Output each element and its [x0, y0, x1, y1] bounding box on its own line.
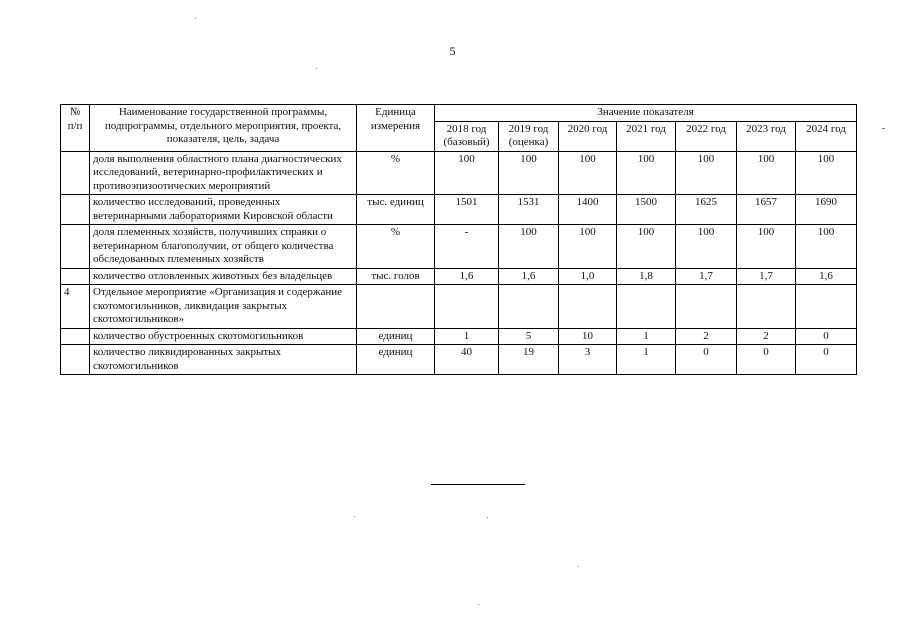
row-value-2021: 100: [617, 225, 676, 269]
row-value-2021: 100: [617, 151, 676, 195]
row-value-2023: 100: [737, 151, 796, 195]
table-row: [61, 195, 857, 225]
scan-speck: [354, 516, 355, 517]
row-name: Отдельное мероприятие «Организация и содержание скотомогильников, ликвидация закрытых скотомогильников»: [90, 285, 357, 329]
row-value-2019: 1,6: [499, 268, 559, 285]
row-number: [61, 268, 90, 285]
row-value-2019: 1531: [499, 195, 559, 225]
row-value-2024: 100: [796, 151, 857, 195]
scan-speck: [195, 18, 196, 19]
scan-speck: [882, 128, 885, 129]
row-name: доля племенных хозяйств, получивших справки о ветеринарном благополучии, от общего количества обследованных племенных хозяйств: [90, 225, 357, 269]
row-number: [61, 195, 90, 225]
header-year-2021: 2021 год: [617, 121, 676, 151]
row-value-2024: 100: [796, 225, 857, 269]
row-value-2018: 100: [435, 151, 499, 195]
row-unit: единиц: [357, 328, 435, 345]
row-name: количество обустроенных скотомогильников: [90, 328, 357, 345]
header-year-2024: 2024 год: [796, 121, 857, 151]
row-value-2019: 100: [499, 225, 559, 269]
row-value-2024: [796, 285, 857, 329]
row-value-2023: 0: [737, 345, 796, 375]
table-row: [61, 268, 857, 285]
row-value-2020: [559, 285, 617, 329]
header-name: Наименование государственной программы, подпрограммы, отдельного мероприятия, проекта, показателя, цель, задача: [90, 105, 357, 152]
row-value-2022: 100: [676, 151, 737, 195]
row-name: количество ликвидированных закрытых скотомогильников: [90, 345, 357, 375]
row-value-2018: 1,6: [435, 268, 499, 285]
row-value-2019: 19: [499, 345, 559, 375]
row-unit: [357, 285, 435, 329]
row-unit: тыс. голов: [357, 268, 435, 285]
table-row: [61, 285, 857, 329]
scan-speck: [478, 604, 479, 605]
row-unit: единиц: [357, 345, 435, 375]
row-name: количество исследований, проведенных ветеринарными лабораториями Кировской области: [90, 195, 357, 225]
row-value-2023: 1,7: [737, 268, 796, 285]
header-year-2020: 2020 год: [559, 121, 617, 151]
row-value-2020: 100: [559, 151, 617, 195]
row-value-2018: [435, 285, 499, 329]
row-value-2021: 1: [617, 328, 676, 345]
row-value-2022: 0: [676, 345, 737, 375]
row-value-2019: 100: [499, 151, 559, 195]
row-value-2024: 1690: [796, 195, 857, 225]
row-unit: %: [357, 151, 435, 195]
scan-speck: [487, 517, 488, 518]
header-unit: Единица измерения: [357, 105, 435, 152]
row-value-2022: 1,7: [676, 268, 737, 285]
row-value-2024: 0: [796, 328, 857, 345]
row-value-2021: 1: [617, 345, 676, 375]
row-value-2023: [737, 285, 796, 329]
row-number: [61, 225, 90, 269]
row-value-2022: 100: [676, 225, 737, 269]
table-row: [61, 225, 857, 269]
scan-speck: [578, 566, 579, 567]
row-unit: тыс. единиц: [357, 195, 435, 225]
row-name: доля выполнения областного плана диагностических исследований, ветеринарно-профилактических и противоэпизоотических мероприятий: [90, 151, 357, 195]
row-number: [61, 151, 90, 195]
row-value-2018: 1: [435, 328, 499, 345]
header-value-group: Значение показателя: [435, 105, 857, 122]
table-row: [61, 328, 857, 345]
row-number: [61, 345, 90, 375]
row-value-2019: [499, 285, 559, 329]
row-value-2023: 100: [737, 225, 796, 269]
header-year-2019: 2019 год (оценка): [499, 121, 559, 151]
row-value-2023: 1657: [737, 195, 796, 225]
row-value-2022: [676, 285, 737, 329]
row-number: [61, 328, 90, 345]
row-value-2022: 2: [676, 328, 737, 345]
header-year-2022: 2022 год: [676, 121, 737, 151]
indicators-table: [60, 104, 857, 375]
row-value-2019: 5: [499, 328, 559, 345]
header-year-2023: 2023 год: [737, 121, 796, 151]
row-name: количество отловленных животных без владельцев: [90, 268, 357, 285]
row-value-2024: 1,6: [796, 268, 857, 285]
row-value-2021: 1500: [617, 195, 676, 225]
row-value-2020: 1400: [559, 195, 617, 225]
row-value-2020: 10: [559, 328, 617, 345]
row-value-2018: 40: [435, 345, 499, 375]
row-value-2020: 100: [559, 225, 617, 269]
table-row: [61, 345, 857, 375]
row-value-2024: 0: [796, 345, 857, 375]
row-value-2018: -: [435, 225, 499, 269]
footnote-divider: [431, 484, 525, 485]
header-number: № п/п: [61, 105, 90, 152]
row-unit: %: [357, 225, 435, 269]
row-value-2021: 1,8: [617, 268, 676, 285]
row-value-2021: [617, 285, 676, 329]
page-number: 5: [449, 44, 456, 58]
row-value-2020: 1,0: [559, 268, 617, 285]
row-value-2018: 1501: [435, 195, 499, 225]
header-year-2018: 2018 год (базовый): [435, 121, 499, 151]
scan-speck: [316, 68, 317, 69]
row-value-2022: 1625: [676, 195, 737, 225]
row-value-2023: 2: [737, 328, 796, 345]
header-row: [61, 105, 857, 122]
table-row: [61, 151, 857, 195]
row-number: 4: [61, 285, 90, 329]
row-value-2020: 3: [559, 345, 617, 375]
